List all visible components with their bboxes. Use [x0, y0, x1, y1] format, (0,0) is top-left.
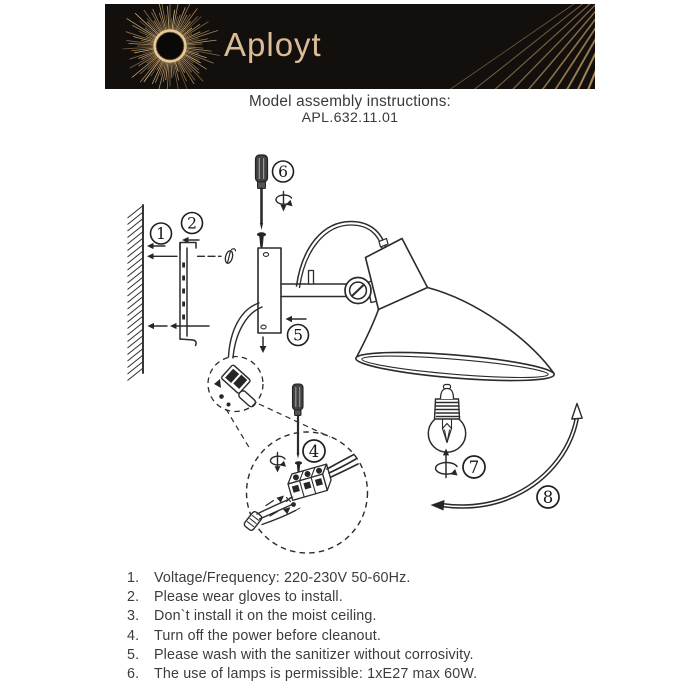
instruction-item	[127, 627, 477, 646]
rotate-arrow-icon	[276, 192, 292, 212]
callout-2	[182, 213, 203, 234]
svg-text:2: 2	[187, 214, 197, 233]
item-text: Voltage/Frequency: 220-230V 50-60Hz.	[154, 570, 411, 586]
callout-5	[286, 316, 309, 346]
rotate-arrow-icon	[270, 453, 286, 473]
item-number: 2.	[127, 589, 140, 606]
item-number: 5.	[127, 646, 140, 663]
instruction-item	[127, 665, 477, 684]
supply-wires	[243, 496, 300, 532]
item-text: The use of lamps is permissible: 1xE27 max 60W.	[154, 666, 478, 683]
instructions-list	[127, 569, 477, 684]
screw-icon	[224, 249, 235, 264]
screwdriver-icon	[256, 155, 268, 230]
item-text: Please wash with the sanitizer without corrosivity.	[154, 646, 474, 663]
mounting-screw	[257, 232, 266, 249]
item-text: Turn off the power before cleanout.	[154, 627, 381, 644]
screwdriver-icon	[293, 384, 304, 459]
svg-text:4: 4	[308, 442, 320, 461]
lamp-shade	[355, 239, 555, 387]
power-cable	[229, 303, 263, 358]
instruction-item	[127, 646, 477, 665]
item-text: Please wear gloves to install.	[154, 589, 343, 606]
callout-4	[303, 440, 325, 462]
svg-text:7: 7	[468, 458, 480, 477]
wiring-detail	[243, 384, 367, 553]
instruction-item	[127, 588, 477, 607]
model-number: APL.632.11.01	[301, 110, 399, 126]
svg-text:5: 5	[293, 326, 303, 345]
item-number: 4.	[127, 627, 140, 644]
svg-text:8: 8	[542, 488, 554, 507]
instruction-item	[127, 607, 477, 626]
item-number: 3.	[127, 608, 140, 625]
wall-plate	[258, 248, 281, 353]
mounting-bracket	[180, 243, 196, 346]
svg-text:1: 1	[156, 225, 166, 243]
item-number: 6.	[127, 666, 140, 683]
title-line: Model assembly instructions:	[249, 93, 451, 110]
callout-1	[151, 223, 172, 244]
instruction-item	[127, 569, 477, 588]
cable-connector	[208, 357, 330, 450]
arm-and-pivot	[281, 271, 382, 304]
svg-text:6: 6	[278, 163, 288, 181]
callout-7	[463, 456, 485, 478]
wall-surface	[128, 205, 144, 381]
brand-wordmark: Aployt	[224, 26, 322, 63]
light-bulb	[428, 385, 465, 453]
terminal-block	[286, 455, 358, 501]
callout-6	[273, 161, 294, 182]
item-text: Don`t install it on the moist ceiling.	[154, 608, 377, 625]
callout-8	[537, 486, 559, 508]
item-number: 1.	[127, 570, 140, 586]
rotate-arrow-icon	[436, 449, 458, 478]
